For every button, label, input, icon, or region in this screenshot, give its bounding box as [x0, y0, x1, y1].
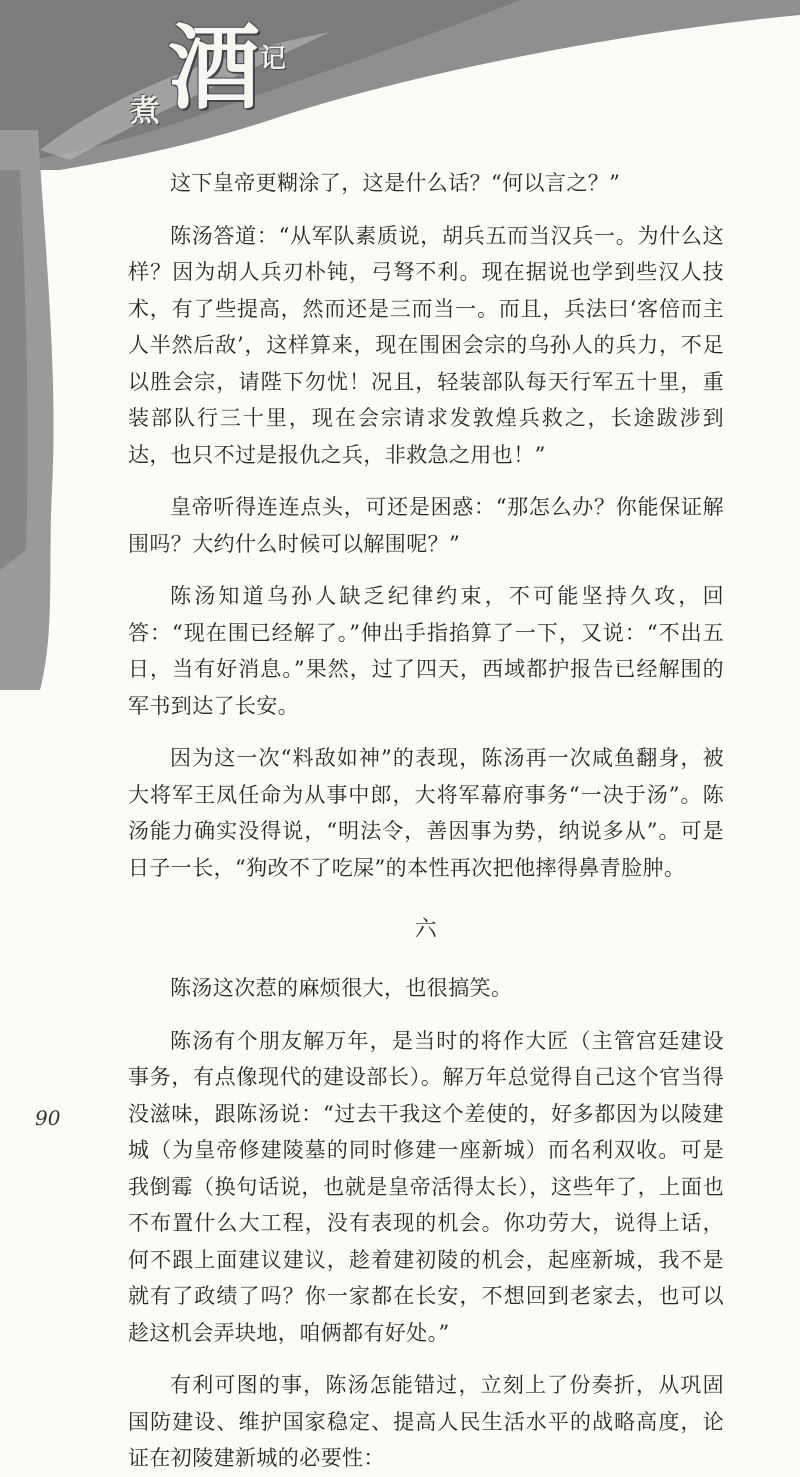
paragraph: 皇帝听得连连点头，可还是困惑：“那怎么办？你能保证解围吗？大约什么时候可以解围呢？” [128, 495, 724, 556]
section-heading: 六 [414, 917, 438, 942]
book-title-logo [0, 0, 800, 170]
paragraph: 陈汤答道：“从军队素质说，胡兵五而当汉兵一。为什么这样？因为胡人兵刃朴钝，弓弩不利。现在据说也学到些汉人技术，有了些提高，然而还是三而当一。而且，兵法曰‘客倍而主人半然后敌’，这样算来，现在围困会宗的乌孙人的兵力，不足以胜会宗，请陛下勿忧！况且，轻装部队每天行军五十里，重装部队行三十里，现在会宗请求发敦煌兵救之，长途跋涉到达，也只不过是报仇之兵，非救急之用也！” [128, 223, 724, 467]
logo-char-ji: 记 [260, 44, 287, 74]
page-number: 90 [35, 1106, 61, 1130]
decorative-brush-stroke [0, 130, 60, 690]
logo-char-jiu: 酒 [168, 14, 261, 122]
logo-char-zhu: 煮 [130, 94, 160, 129]
paragraph: 有利可图的事，陈汤怎能错过，立刻上了份奏折，从巩固国防建设、维护国家稳定、提高人民生活水平的战略高度，论证在初陵建新城的必要性： [128, 1373, 724, 1470]
paragraph: 陈汤这次惹的麻烦很大，也很搞笑。 [170, 976, 513, 1000]
paragraph: 陈汤有个朋友解万年，是当时的将作大匠（主管宫廷建设事务，有点像现代的建设部长）。解万年总觉得自己这个官当得没滋味，跟陈汤说：“过去干我这个差使的，好多都因为以陵建城（为皇帝修建陵墓的同时修建一座新城）而名利双收。可是我倒霉（换句话说，也就是皇帝活得太长），这些年了，上面也不布置什么大工程，没有表现的机会。你功劳大，说得上话，何不跟上面建议建议，趁着建初陵的机会，起座新城，我不是就有了政绩了吗？你一家都在长安，不想回到老家去，也可以趁这机会弄块地，咱俩都有好处。” [128, 1028, 724, 1345]
main-text [128, 165, 724, 1477]
paragraph: 因为这一次“料敌如神”的表现，陈汤再一次咸鱼翻身，被大将军王凤任命为从事中郎，大将军幕府事务“一决于汤”。陈汤能力确实没得说，“明法令，善因事为势，纳说多从”。可是日子一长，“狗改不了吃屎”的本性再次把他摔得鼻青脸肿。 [128, 746, 724, 880]
paragraph: 陈汤知道乌孙人缺乏纪律约束，不可能坚持久攻，回答：“现在围已经解了。”伸出手指掐算了一下，又说：“不出五日，当有好消息。”果然，过了四天，西域都护报告已经解围的军书到达了长安。 [128, 584, 724, 718]
paragraph: 这下皇帝更糊涂了，这是什么话？“何以言之？” [170, 171, 621, 195]
